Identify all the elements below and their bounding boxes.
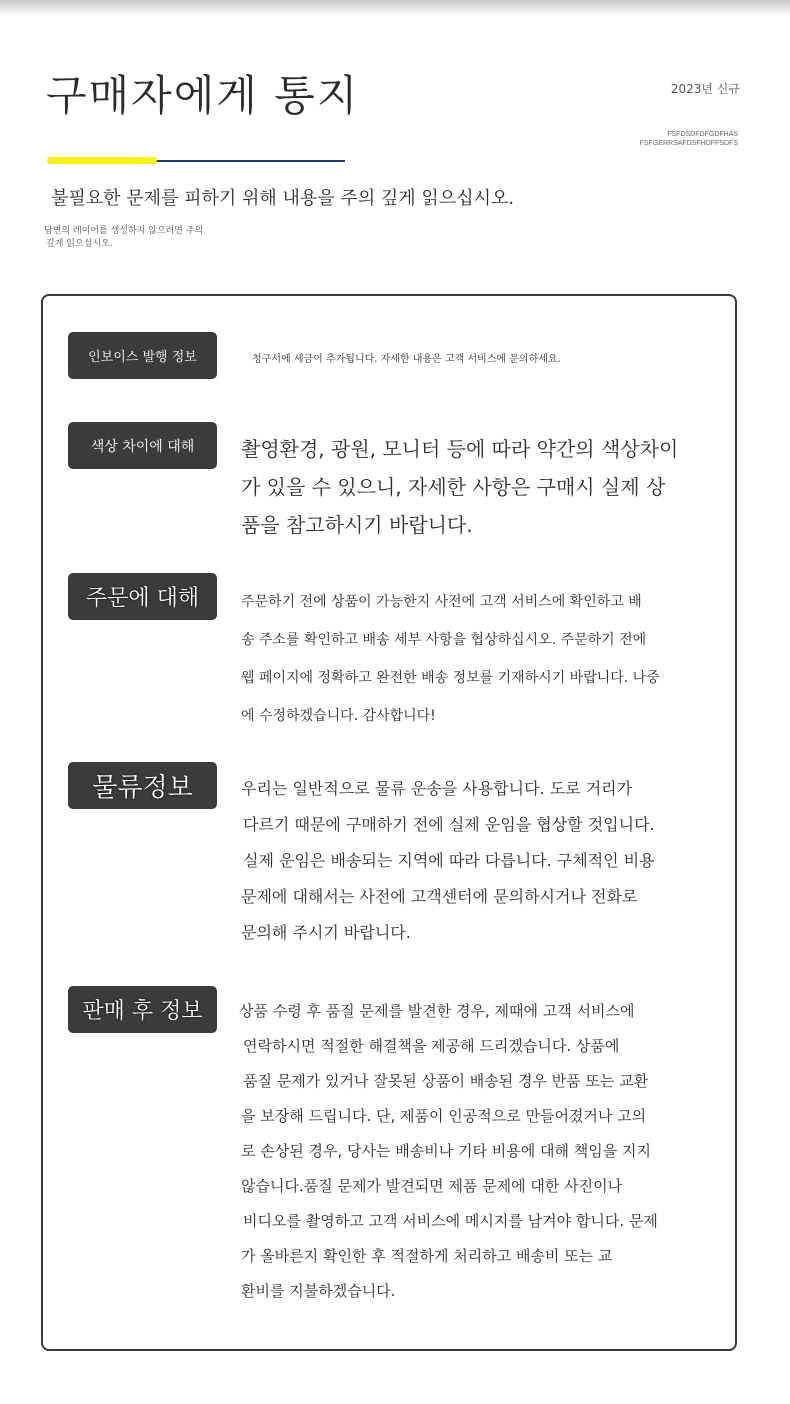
section-text-invoice	[252, 350, 561, 365]
code-line: FSFGERRSAFDSFHDFFSDFS	[639, 140, 738, 147]
text-line: 가 올바른지 확인한 후 적절하게 처리하고 배송비 또는 교	[241, 1247, 613, 1265]
section-label-invoice: 인보이스 발행 정보	[68, 332, 217, 379]
note-line: 답변의 레이어를 생성하지 않으려면 주의	[44, 226, 204, 236]
section-label-after-sales: 판매 후 정보	[68, 986, 217, 1033]
text-line: 품질 문제가 있거나 잘못된 상품이 배송된 경우 반품 또는 교환	[243, 1072, 649, 1090]
text-line: 환비를 지불하겠습니다.	[241, 1282, 396, 1300]
text-line: 촬영환경, 광원, 모니터 등에 따라 약간의 색상차이	[241, 437, 679, 461]
text-line: 않습니다.품질 문제가 발견되면 제품 문제에 대한 사진이나	[241, 1177, 623, 1195]
text-line: 에 수정하겠습니다. 감사합니다!	[241, 708, 436, 724]
text-line: 송 주소를 확인하고 배송 세부 사항을 협상하십시오. 주문하기 전에	[241, 632, 647, 648]
text-line: 비디오를 촬영하고 고객 서비스에 메시지를 남겨야 합니다. 문제	[243, 1212, 658, 1230]
section-text-after-sales	[239, 994, 658, 1309]
text-line: 청구서에 세금이 추가됩니다. 자세한 내용은 고객 서비스에 문의하세요.	[252, 354, 561, 365]
section-label-logistics: 물류정보	[68, 762, 217, 809]
page-title: 구매자에게 통지	[46, 71, 360, 120]
code-line: FSFDSDFDFGDFHAS	[667, 131, 738, 138]
accent-line	[150, 160, 345, 162]
subtitle: 불필요한 문제를 피하기 위해 내용을 주의 깊게 읽으십시오.	[51, 188, 515, 209]
text-line: 실제 운임은 배송되는 지역에 따라 다릅니다. 구체적인 비용	[243, 851, 655, 870]
text-line: 품을 참고하시기 바랍니다.	[241, 513, 473, 537]
small-note	[44, 225, 203, 251]
text-line: 주문하기 전에 상품이 가능한지 사전에 고객 서비스에 확인하고 배	[241, 594, 642, 610]
text-line: 웹 페이지에 정확하고 완전한 배송 정보를 기재하시기 바랍니다. 나중	[241, 670, 660, 686]
text-line: 문의해 주시기 바랍니다.	[241, 923, 411, 942]
text-line: 문제에 대해서는 사전에 고객센터에 문의하시거나 전화로	[241, 887, 638, 906]
code-text	[640, 130, 738, 148]
text-line: 가 있을 수 있으니, 자세한 사항은 구매시 실제 상	[241, 475, 666, 499]
note-line: 깊게 읽으십시오.	[46, 239, 113, 249]
year-tag: 2023년 신규	[670, 82, 740, 96]
text-line: 다르기 때문에 구매하기 전에 실제 운임을 협상할 것입니다.	[243, 815, 655, 834]
section-text-order	[241, 583, 660, 735]
section-text-color	[241, 430, 678, 544]
text-line: 우리는 일반적으로 물류 운송을 사용합니다. 도로 거리가	[241, 779, 633, 798]
text-line: 연락하시면 적절한 해결책을 제공해 드리겠습니다. 상품에	[243, 1037, 620, 1055]
section-text-logistics	[241, 771, 655, 951]
accent-bar	[47, 157, 157, 164]
section-label-color: 색상 차이에 대해	[68, 422, 217, 469]
text-line: 을 보장해 드립니다. 단, 제품이 인공적으로 만들어졌거나 고의	[241, 1107, 647, 1125]
section-label-order: 주문에 대해	[68, 573, 217, 620]
text-line: 로 손상된 경우, 당사는 배송비나 기타 비용에 대해 책임을 지지	[241, 1142, 651, 1160]
text-line: 상품 수령 후 품질 문제를 발견한 경우, 제때에 고객 서비스에	[239, 1002, 635, 1020]
top-edge-shadow	[0, 0, 790, 16]
